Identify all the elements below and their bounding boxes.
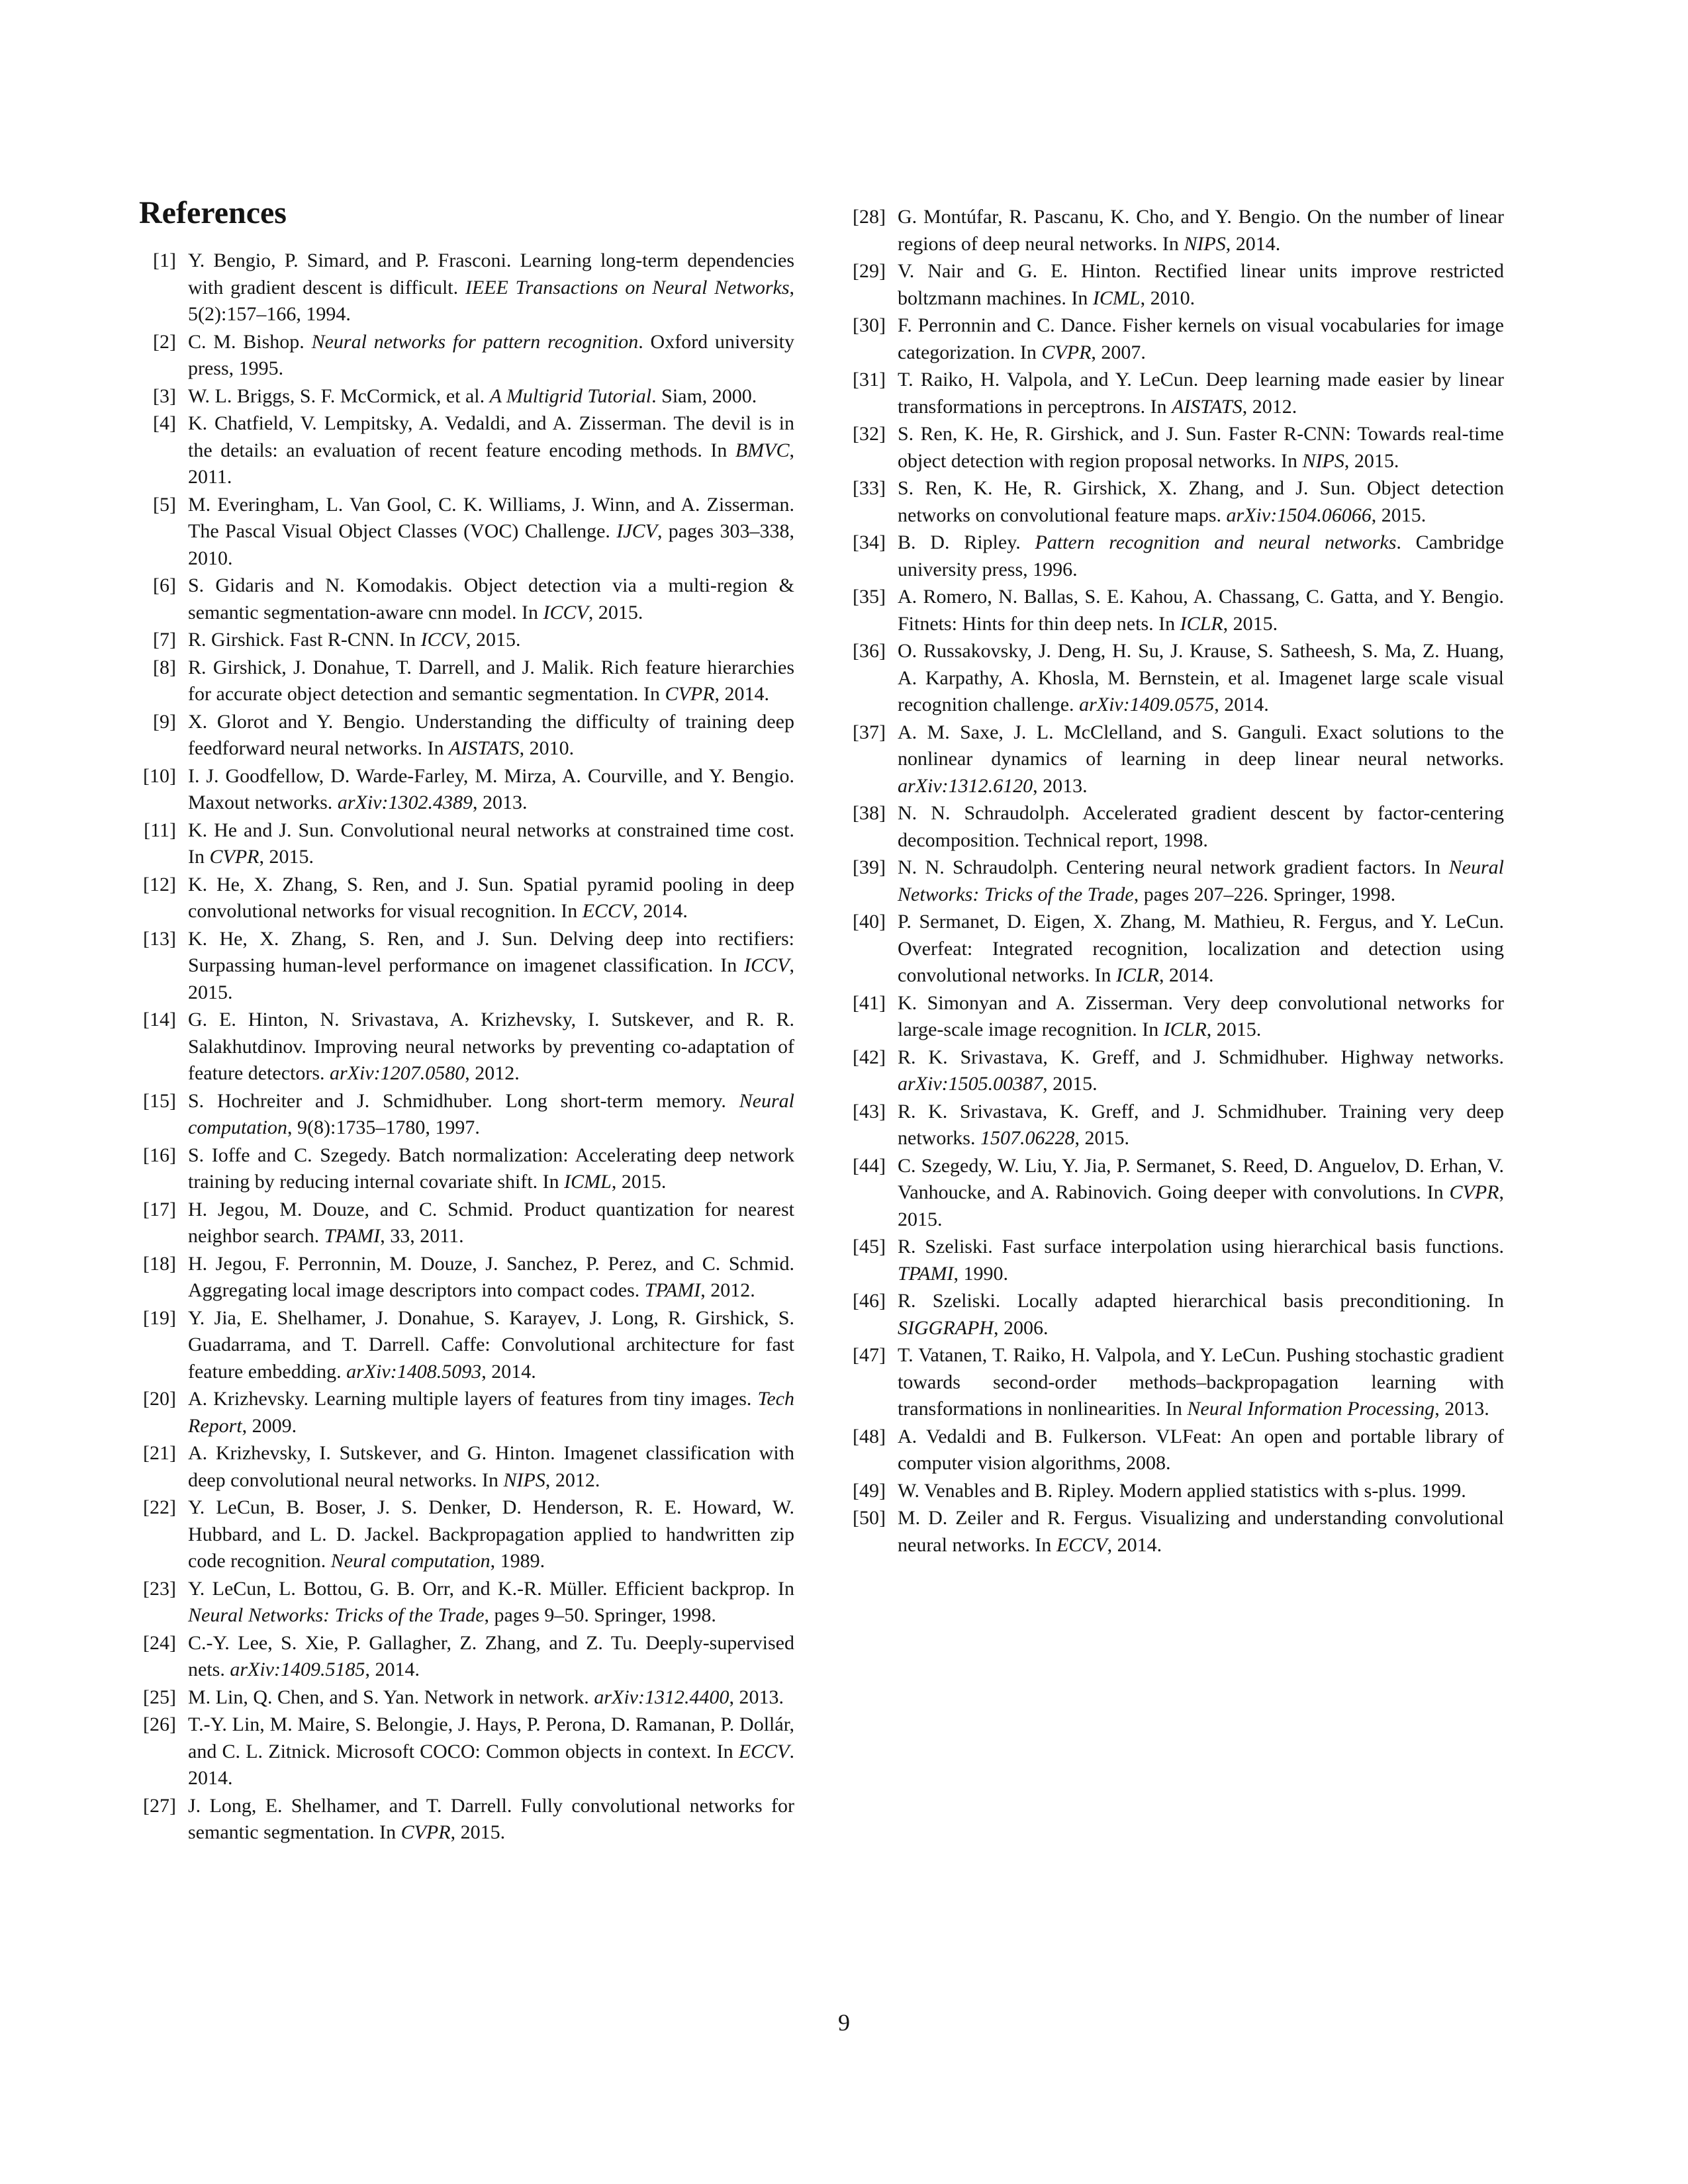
- reference-segment: . Cambridge university press, 1996.: [898, 531, 1504, 580]
- reference-segment: , 2015.: [1223, 612, 1278, 635]
- reference-number: [23]: [143, 1577, 176, 1600]
- reference-entry: [849, 1505, 1504, 1559]
- reference-segment: . Siam, 2000.: [651, 385, 757, 407]
- reference-text: [188, 1197, 794, 1250]
- reference-venue: AISTATS: [1172, 395, 1243, 418]
- reference-segment: K. Chatfield, V. Lempitsky, A. Vedaldi, and A. Zisserman. The devil is in the details: an evaluation of recent feature encoding methods. In: [188, 412, 794, 461]
- reference-number: [3]: [153, 385, 176, 407]
- reference-text: [188, 1684, 794, 1711]
- reference-segment: H. Jegou, F. Perronnin, M. Douze, J. Sanchez, P. Perez, and C. Schmid. Aggregating local image descriptors into compact codes.: [188, 1252, 794, 1301]
- reference-venue: Neural computation: [330, 1550, 491, 1572]
- reference-text: [898, 258, 1504, 312]
- reference-number: [18]: [143, 1252, 176, 1275]
- reference-text: [898, 909, 1504, 989]
- reference-segment: , 2010.: [519, 737, 575, 759]
- reference-number: [39]: [853, 856, 886, 878]
- reference-segment: I. J. Goodfellow, D. Warde-Farley, M. Mirza, A. Courville, and Y. Bengio. Maxout networks.: [188, 764, 794, 813]
- reference-number: [27]: [143, 1794, 176, 1817]
- reference-segment: , 2013.: [1434, 1398, 1489, 1420]
- reference-venue: Neural networks for pattern recognition: [311, 330, 639, 353]
- reference-text: [188, 655, 794, 708]
- reference-segment: Y. LeCun, L. Bottou, G. B. Orr, and K.-R. Müller. Efficient backprop. In: [188, 1577, 794, 1600]
- reference-venue: ICLR: [1115, 964, 1159, 986]
- reference-venue: CVPR: [1449, 1181, 1499, 1203]
- reference-number: [13]: [143, 927, 176, 950]
- reference-entry: [849, 1478, 1504, 1505]
- reference-number: [20]: [143, 1388, 176, 1410]
- reference-text: [898, 719, 1504, 800]
- reference-entry: [849, 719, 1504, 800]
- reference-venue: ICCV: [420, 629, 467, 651]
- reference-entry: [139, 1251, 794, 1304]
- reference-venue: arXiv:1207.0580: [330, 1062, 465, 1084]
- reference-entry: [849, 1099, 1504, 1152]
- reference-number: [1]: [153, 250, 176, 271]
- reference-segment: , 2015.: [1074, 1127, 1129, 1149]
- reference-segment: R. Girshick, J. Donahue, T. Darrell, and J. Malik. Rich feature hierarchies for accurate object detection and semantic segmentation. In: [188, 656, 794, 705]
- reference-segment: , 9(8):1735–1780, 1997.: [287, 1116, 480, 1138]
- reference-venue: arXiv:1409.5185: [230, 1659, 365, 1680]
- reference-entry: [139, 1007, 794, 1087]
- reference-number: [28]: [853, 206, 886, 228]
- reference-venue: SIGGRAPH: [898, 1316, 994, 1339]
- reference-entry: [849, 990, 1504, 1044]
- reference-venue: A Multigrid Tutorial: [489, 385, 652, 407]
- reference-venue: arXiv:1409.0575: [1079, 694, 1215, 715]
- reference-segment: V. Nair and G. E. Hinton. Rectified linear units improve restricted boltzmann machines. In: [898, 260, 1504, 309]
- reference-number: [37]: [853, 721, 886, 743]
- reference-text: [188, 709, 794, 762]
- reference-entry: [139, 1630, 794, 1684]
- reference-text: [898, 204, 1504, 257]
- reference-segment: , 2015.: [898, 1181, 1504, 1230]
- reference-segment: W. Venables and B. Ripley. Modern applied statistics with s-plus. 1999.: [898, 1479, 1466, 1502]
- reference-text: [898, 1044, 1504, 1098]
- reference-text: [188, 1386, 794, 1439]
- reference-segment: M. D. Zeiler and R. Fergus. Visualizing and understanding convolutional neural networks. In: [898, 1507, 1504, 1556]
- reference-entry: [849, 1342, 1504, 1423]
- reference-number: [47]: [853, 1344, 886, 1366]
- reference-column-right: [849, 204, 1504, 1559]
- reference-segment: H. Jegou, M. Douze, and C. Schmid. Product quantization for nearest neighbor search.: [188, 1198, 794, 1247]
- reference-venue: arXiv:1312.6120: [898, 774, 1033, 797]
- reference-entry: [139, 1142, 794, 1196]
- reference-text: [188, 1251, 794, 1304]
- reference-entry: [139, 817, 794, 871]
- reference-segment: , 1990.: [953, 1262, 1008, 1285]
- reference-entry: [139, 383, 794, 410]
- reference-number: [44]: [853, 1154, 886, 1177]
- reference-segment: C. Szegedy, W. Liu, Y. Jia, P. Sermanet, S. Reed, D. Anguelov, D. Erhan, V. Vanhoucke, and A. Rabinovich. Going deeper with convolutions. In: [898, 1154, 1504, 1203]
- reference-venue: IEEE Transactions on Neural Networks: [465, 276, 790, 298]
- reference-venue: CVPR: [209, 846, 259, 868]
- reference-venue: AISTATS: [449, 737, 520, 759]
- reference-segment: T. Raiko, H. Valpola, and Y. LeCun. Deep learning made easier by linear transformations in perceptrons. In: [898, 369, 1504, 418]
- reference-entry: [139, 1711, 794, 1792]
- reference-segment: , 2012.: [700, 1279, 755, 1301]
- reference-entry: [139, 1440, 794, 1494]
- reference-number: [7]: [153, 629, 176, 651]
- reference-venue: CVPR: [400, 1821, 451, 1843]
- reference-entry: [849, 1288, 1504, 1342]
- reference-number: [25]: [143, 1686, 176, 1708]
- reference-segment: , 2015.: [450, 1821, 506, 1843]
- reference-segment: , 2014.: [1214, 694, 1269, 715]
- reference-segment: , 2015.: [611, 1171, 667, 1193]
- reference-segment: O. Russakovsky, J. Deng, H. Su, J. Krause, S. Satheesh, S. Ma, Z. Huang, A. Karpathy, A. Khosla, M. Bernstein, et al. Imagenet large scale visual recognition challenge.: [898, 640, 1504, 715]
- reference-segment: A. M. Saxe, J. L. McClelland, and S. Ganguli. Exact solutions to the nonlinear dynamics of learning in deep linear neural networks.: [898, 721, 1504, 770]
- reference-text: [898, 367, 1504, 420]
- reference-entry: [849, 638, 1504, 719]
- reference-entry: [139, 627, 794, 654]
- reference-venue: CVPR: [665, 683, 715, 705]
- reference-segment: , 2015.: [1344, 449, 1399, 472]
- reference-text: [898, 1153, 1504, 1234]
- reference-entry: [139, 926, 794, 1007]
- reference-number: [17]: [143, 1198, 176, 1220]
- reference-segment: Y. Jia, E. Shelhamer, J. Donahue, S. Karayev, J. Long, R. Girshick, S. Guadarrama, and T. Darrell. Caffe: Convolutional architecture for fast feature embedding.: [188, 1306, 794, 1383]
- reference-text: [898, 990, 1504, 1044]
- reference-entry: [139, 410, 794, 491]
- reference-segment: A. Vedaldi and B. Fulkerson. VLFeat: An open and portable library of computer vision algorithms, 2008.: [898, 1425, 1504, 1474]
- reference-entry: [849, 367, 1504, 420]
- reference-segment: Y. Bengio, P. Simard, and P. Frasconi. Learning long-term dependencies with gradient descent is difficult.: [188, 250, 794, 298]
- reference-segment: , 2007.: [1091, 341, 1146, 363]
- reference-text: [188, 492, 794, 572]
- reference-venue: ECCV: [582, 900, 633, 922]
- reference-text: [898, 529, 1504, 583]
- reference-entry: [849, 1044, 1504, 1098]
- reference-number: [14]: [143, 1009, 176, 1030]
- reference-text: [188, 1007, 794, 1087]
- reference-text: [898, 1478, 1504, 1505]
- reference-number: [31]: [853, 369, 886, 390]
- reference-venue: NIPS: [1302, 449, 1344, 472]
- reference-text: [188, 572, 794, 626]
- reference-venue: Neural Networks: Tricks of the Trade: [188, 1604, 485, 1626]
- reference-segment: , 2015.: [259, 846, 314, 868]
- reference-venue: arXiv:1504.06066: [1226, 504, 1372, 526]
- reference-segment: , 33, 2011.: [380, 1225, 464, 1247]
- reference-entry: [849, 475, 1504, 529]
- reference-text: [898, 800, 1504, 854]
- reference-entry: [849, 854, 1504, 908]
- reference-entry: [139, 1386, 794, 1439]
- reference-segment: , 2013.: [1033, 774, 1088, 797]
- reference-text: [898, 1234, 1504, 1287]
- reference-venue: ICCV: [744, 954, 790, 976]
- reference-entry: [849, 584, 1504, 637]
- reference-entry: [139, 872, 794, 925]
- reference-entry: [849, 529, 1504, 583]
- reference-segment: P. Sermanet, D. Eigen, X. Zhang, M. Mathieu, R. Fergus, and Y. LeCun. Overfeat: Integrated recognition, localization and detection using convolutional networks. In: [898, 911, 1504, 986]
- reference-venue: ECCV: [1056, 1533, 1107, 1556]
- reference-number: [10]: [143, 764, 176, 787]
- reference-segment: , pages 207–226. Springer, 1998.: [1133, 883, 1396, 905]
- reference-entry: [139, 1684, 794, 1711]
- reference-segment: , 2012.: [1242, 395, 1297, 418]
- reference-text: [188, 627, 794, 654]
- reference-venue: arXiv:1312.4400: [594, 1686, 729, 1708]
- page-number: 9: [838, 2009, 850, 2036]
- reference-entry: [139, 1793, 794, 1846]
- reference-entry: [139, 1088, 794, 1142]
- reference-segment: , 2010.: [1140, 287, 1196, 309]
- reference-segment: , 2006.: [993, 1316, 1049, 1339]
- reference-entry: [139, 572, 794, 626]
- section-heading: References: [139, 195, 287, 230]
- reference-venue: NIPS: [1184, 232, 1226, 255]
- reference-number: [46]: [853, 1290, 886, 1312]
- reference-number: [43]: [853, 1100, 886, 1122]
- reference-number: [12]: [143, 873, 176, 895]
- reference-column-left: [139, 204, 794, 1847]
- reference-segment: F. Perronnin and C. Dance. Fisher kernels on visual vocabularies for image categorization. In: [898, 314, 1504, 363]
- reference-text: [898, 1505, 1504, 1559]
- reference-text: [188, 926, 794, 1007]
- reference-segment: , 2013.: [729, 1686, 784, 1708]
- reference-number: [16]: [143, 1144, 176, 1166]
- reference-segment: , 2014.: [365, 1659, 420, 1680]
- reference-text: [188, 1630, 794, 1684]
- reference-segment: , 2014.: [1158, 964, 1214, 986]
- reference-segment: T.-Y. Lin, M. Maire, S. Belongie, J. Hays, P. Perona, D. Ramanan, P. Dollár, and C. L. Zitnick. Microsoft COCO: Common objects in context. In: [188, 1713, 794, 1762]
- reference-segment: , pages 303–338, 2010.: [188, 520, 794, 569]
- reference-segment: , 2015.: [1206, 1019, 1262, 1040]
- reference-text: [898, 1288, 1504, 1342]
- reference-venue: Neural computation: [188, 1089, 794, 1138]
- reference-text: [898, 1099, 1504, 1152]
- reference-venue: Neural Information Processing: [1187, 1398, 1435, 1420]
- reference-segment: , 2015.: [588, 601, 643, 623]
- reference-segment: , 2014.: [1225, 232, 1281, 255]
- reference-segment: , 2015.: [188, 954, 794, 1003]
- reference-text: [188, 1440, 794, 1494]
- reference-entry: [139, 1576, 794, 1629]
- reference-segment: , 2014.: [714, 683, 770, 705]
- reference-entry: [139, 492, 794, 572]
- reference-segment: , 2015.: [1043, 1073, 1098, 1095]
- reference-segment: S. Hochreiter and J. Schmidhuber. Long short-term memory.: [188, 1089, 739, 1112]
- reference-venue: arXiv:1408.5093: [346, 1360, 482, 1383]
- reference-segment: J. Long, E. Shelhamer, and T. Darrell. Fully convolutional networks for semantic segmentation. In: [188, 1794, 794, 1843]
- reference-segment: , 5(2):157–166, 1994.: [188, 276, 794, 325]
- reference-segment: R. Szeliski. Fast surface interpolation using hierarchical basis functions.: [898, 1236, 1504, 1257]
- reference-segment: X. Glorot and Y. Bengio. Understanding the difficulty of training deep feedforward neural networks. In: [188, 710, 794, 759]
- reference-text: [188, 383, 794, 410]
- reference-entry: [849, 909, 1504, 989]
- reference-venue: ECCV: [738, 1740, 790, 1762]
- reference-entry: [849, 1424, 1504, 1477]
- reference-number: [26]: [143, 1713, 176, 1735]
- reference-number: [24]: [143, 1631, 176, 1654]
- reference-segment: R. K. Srivastava, K. Greff, and J. Schmidhuber. Training very deep networks.: [898, 1100, 1504, 1149]
- reference-entry: [849, 800, 1504, 854]
- reference-segment: S. Ioffe and C. Szegedy. Batch normalization: Accelerating deep network training by reducing internal covariate shift. In: [188, 1144, 794, 1193]
- reference-segment: R. Girshick. Fast R-CNN. In: [188, 629, 421, 651]
- reference-text: [188, 410, 794, 491]
- reference-text: [188, 763, 794, 817]
- reference-number: [34]: [853, 531, 886, 553]
- reference-text: [188, 1711, 794, 1792]
- reference-number: [2]: [153, 330, 176, 353]
- reference-number: [11]: [144, 819, 176, 841]
- reference-venue: Tech Report: [188, 1388, 794, 1437]
- reference-text: [188, 1088, 794, 1142]
- reference-number: [45]: [853, 1236, 886, 1257]
- reference-venue: arXiv:1505.00387: [898, 1073, 1043, 1095]
- reference-segment: . 2014.: [188, 1740, 794, 1789]
- reference-segment: G. E. Hinton, N. Srivastava, A. Krizhevsky, I. Sutskever, and R. R. Salakhutdinov. Improving neural networks by preventing co-adaptation of feature detectors.: [188, 1009, 794, 1084]
- reference-venue: ICML: [564, 1171, 612, 1193]
- reference-segment: S. Gidaris and N. Komodakis. Object detection via a multi-region & semantic segmentation-aware cnn model. In: [188, 574, 794, 623]
- reference-text: [898, 421, 1504, 475]
- reference-number: [22]: [143, 1496, 176, 1518]
- reference-number: [49]: [853, 1479, 886, 1502]
- reference-venue: Pattern recognition and neural networks: [1035, 531, 1397, 553]
- reference-segment: N. N. Schraudolph. Centering neural network gradient factors. In: [898, 856, 1449, 878]
- reference-number: [36]: [853, 640, 886, 662]
- reference-segment: C. M. Bishop.: [188, 330, 312, 353]
- reference-segment: N. N. Schraudolph. Accelerated gradient descent by factor-centering decomposition. Technical report, 1998.: [898, 802, 1504, 851]
- reference-segment: , 2015.: [466, 629, 521, 651]
- reference-segment: S. Ren, K. He, R. Girshick, X. Zhang, and J. Sun. Object detection networks on convolutional feature maps.: [898, 477, 1504, 526]
- reference-segment: , 2009.: [242, 1414, 297, 1437]
- reference-number: [35]: [853, 586, 886, 608]
- reference-segment: . Oxford university press, 1995.: [188, 330, 794, 379]
- reference-number: [29]: [853, 260, 886, 282]
- reference-segment: A. Romero, N. Ballas, S. E. Kahou, A. Chassang, C. Gatta, and Y. Bengio. Fitnets: Hints for thin deep nets. In: [898, 586, 1504, 635]
- reference-number: [48]: [853, 1425, 886, 1447]
- reference-segment: K. He and J. Sun. Convolutional neural networks at constrained time cost. In: [188, 819, 794, 868]
- reference-number: [50]: [853, 1507, 886, 1529]
- reference-entry: [849, 421, 1504, 475]
- reference-entry: [849, 312, 1504, 366]
- reference-entry: [139, 709, 794, 762]
- reference-segment: , 2014.: [481, 1360, 536, 1383]
- reference-segment: Y. LeCun, B. Boser, J. S. Denker, D. Henderson, R. E. Howard, W. Hubbard, and L. D. Jackel. Backpropagation applied to handwritten zip code recognition.: [188, 1496, 794, 1572]
- reference-number: [8]: [153, 656, 176, 678]
- reference-venue: Neural Networks: Tricks of the Trade: [898, 856, 1504, 905]
- reference-text: [898, 854, 1504, 908]
- reference-entry: [849, 258, 1504, 312]
- reference-segment: , 2014.: [633, 900, 688, 922]
- reference-text: [188, 872, 794, 925]
- reference-venue: BMVC: [735, 439, 790, 461]
- reference-segment: , 2013.: [472, 792, 528, 813]
- reference-segment: , 2012.: [545, 1469, 600, 1491]
- reference-venue: arXiv:1302.4389: [337, 792, 473, 813]
- reference-entry: [139, 329, 794, 383]
- reference-text: [898, 1342, 1504, 1423]
- reference-text: [898, 1424, 1504, 1477]
- reference-text: [188, 817, 794, 871]
- reference-number: [15]: [143, 1089, 176, 1112]
- reference-entry: [139, 248, 794, 328]
- reference-segment: , pages 9–50. Springer, 1998.: [484, 1604, 716, 1626]
- reference-number: [19]: [143, 1306, 176, 1329]
- reference-number: [42]: [853, 1046, 886, 1068]
- reference-venue: TPAMI: [898, 1262, 954, 1285]
- reference-segment: G. Montúfar, R. Pascanu, K. Cho, and Y. Bengio. On the number of linear regions of deep neural networks. In: [898, 206, 1504, 255]
- reference-venue: IJCV: [616, 520, 657, 542]
- reference-entry: [849, 1234, 1504, 1287]
- reference-number: [38]: [853, 802, 886, 824]
- reference-segment: , 2012.: [465, 1062, 520, 1084]
- reference-segment: A. Krizhevsky, I. Sutskever, and G. Hinton. Imagenet classification with deep convolutional neural networks. In: [188, 1442, 794, 1491]
- reference-segment: M. Lin, Q. Chen, and S. Yan. Network in network.: [188, 1686, 594, 1708]
- reference-segment: , 2015.: [1371, 504, 1427, 526]
- reference-text: [188, 248, 794, 328]
- reference-number: [32]: [853, 423, 886, 445]
- reference-segment: , 2011.: [188, 439, 794, 488]
- reference-venue: 1507.06228: [980, 1127, 1075, 1149]
- reference-text: [898, 584, 1504, 637]
- reference-segment: S. Ren, K. He, R. Girshick, and J. Sun. Faster R-CNN: Towards real-time object detection with region proposal networks. In: [898, 423, 1504, 472]
- reference-segment: , 2014.: [1107, 1533, 1162, 1556]
- reference-entry: [139, 655, 794, 708]
- reference-segment: , 1989.: [490, 1550, 545, 1572]
- reference-venue: ICLR: [1163, 1019, 1207, 1040]
- reference-entry: [139, 1305, 794, 1386]
- reference-segment: K. Simonyan and A. Zisserman. Very deep convolutional networks for large-scale image recognition. In: [898, 991, 1504, 1040]
- reference-number: [6]: [153, 574, 176, 596]
- reference-segment: R. Szeliski. Locally adapted hierarchical basis preconditioning. In: [898, 1290, 1504, 1312]
- reference-text: [898, 312, 1504, 366]
- reference-number: [5]: [153, 493, 176, 516]
- reference-venue: TPAMI: [324, 1225, 381, 1247]
- reference-venue: CVPR: [1041, 341, 1092, 363]
- reference-text: [188, 1142, 794, 1196]
- reference-text: [188, 1305, 794, 1386]
- reference-text: [898, 638, 1504, 719]
- reference-venue: ICML: [1092, 287, 1141, 309]
- reference-number: [4]: [153, 412, 176, 434]
- reference-entry: [139, 1494, 794, 1575]
- reference-entry: [139, 763, 794, 817]
- reference-number: [40]: [853, 911, 886, 933]
- reference-text: [188, 1576, 794, 1629]
- reference-number: [9]: [153, 710, 176, 733]
- reference-text: [188, 1793, 794, 1846]
- reference-text: [898, 475, 1504, 529]
- reference-number: [21]: [143, 1442, 176, 1464]
- reference-number: [41]: [853, 991, 886, 1014]
- reference-text: [188, 329, 794, 383]
- reference-number: [33]: [853, 477, 886, 499]
- reference-segment: B. D. Ripley.: [898, 531, 1035, 553]
- reference-venue: TPAMI: [644, 1279, 701, 1301]
- reference-text: [188, 1494, 794, 1575]
- reference-segment: C.-Y. Lee, S. Xie, P. Gallagher, Z. Zhang, and Z. Tu. Deeply-supervised nets.: [188, 1631, 794, 1680]
- reference-segment: K. He, X. Zhang, S. Ren, and J. Sun. Spatial pyramid pooling in deep convolutional networks for visual recognition. In: [188, 873, 794, 922]
- reference-segment: T. Vatanen, T. Raiko, H. Valpola, and Y. LeCun. Pushing stochastic gradient towards second-order methods–backpropagation learning with transformations in nonlinearities. In: [898, 1344, 1504, 1420]
- reference-entry: [139, 1197, 794, 1250]
- reference-segment: A. Krizhevsky. Learning multiple layers of features from tiny images.: [188, 1388, 758, 1410]
- reference-segment: M. Everingham, L. Van Gool, C. K. Williams, J. Winn, and A. Zisserman. The Pascal Visual Object Classes (VOC) Challenge.: [188, 493, 794, 542]
- reference-venue: ICLR: [1180, 612, 1223, 635]
- reference-number: [30]: [853, 314, 886, 336]
- reference-venue: ICCV: [543, 601, 588, 623]
- reference-segment: R. K. Srivastava, K. Greff, and J. Schmidhuber. Highway networks.: [898, 1046, 1504, 1068]
- reference-segment: W. L. Briggs, S. F. McCormick, et al.: [188, 385, 490, 407]
- reference-segment: K. He, X. Zhang, S. Ren, and J. Sun. Delving deep into rectifiers: Surpassing human-level performance on imagenet classification. In: [188, 927, 794, 976]
- reference-entry: [849, 1153, 1504, 1234]
- reference-venue: NIPS: [503, 1469, 545, 1491]
- reference-entry: [849, 204, 1504, 257]
